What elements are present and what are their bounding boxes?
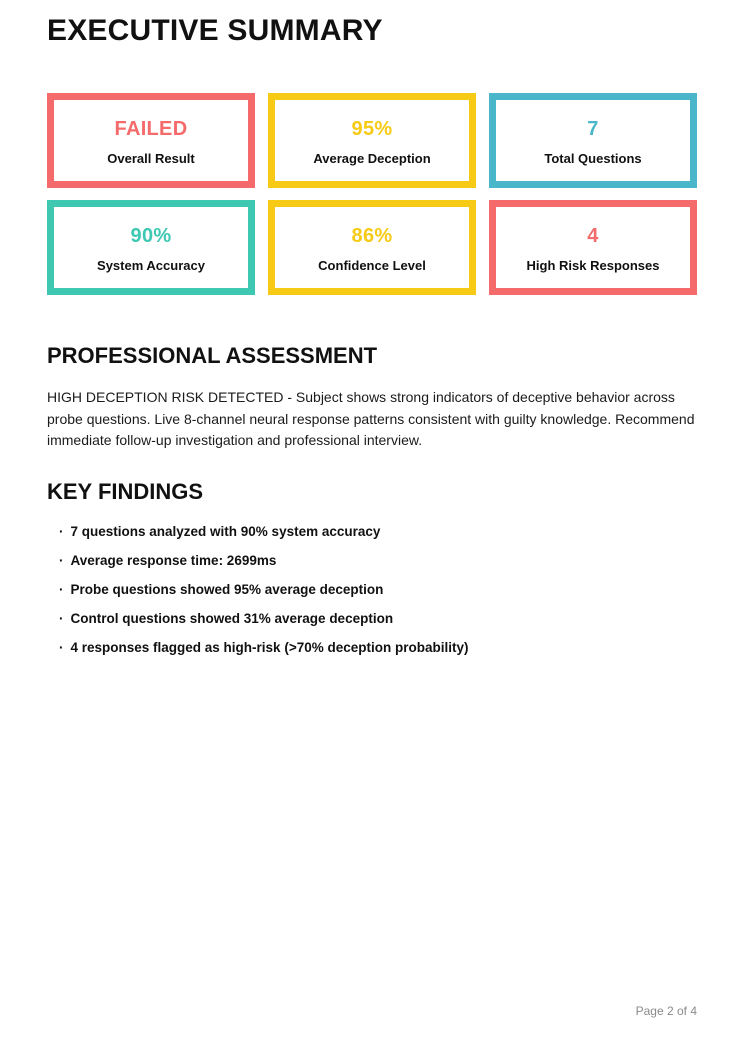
- card-label: System Accuracy: [97, 258, 205, 273]
- card-value: FAILED: [114, 118, 188, 140]
- card-label: Total Questions: [544, 151, 642, 166]
- summary-card: [268, 200, 476, 295]
- card-value: 95%: [351, 118, 393, 140]
- summary-cards: [47, 93, 697, 295]
- card-label: Average Deception: [313, 151, 431, 166]
- assessment-paragraph: HIGH DECEPTION RISK DETECTED - Subject shows strong indicators of deceptive behavior across probe questions. Live 8-channel neural response patterns consistent with guilty knowledge. Recommend immediate follow-up investigation and professional interview.: [47, 389, 695, 448]
- finding-item: · 7 questions analyzed with 90% system accuracy: [59, 525, 697, 539]
- summary-card: [268, 93, 476, 188]
- card-value: 90%: [130, 225, 172, 247]
- page-title: EXECUTIVE SUMMARY: [47, 14, 383, 47]
- finding-item: · 4 responses flagged as high-risk (>70% deception probability): [59, 641, 697, 655]
- card-value: 4: [587, 225, 599, 247]
- page-number: Page 2 of 4: [635, 1004, 697, 1018]
- summary-card: [47, 200, 255, 295]
- summary-card: [489, 200, 697, 295]
- card-value: 7: [587, 118, 599, 140]
- assessment-heading: PROFESSIONAL ASSESSMENT: [47, 343, 378, 368]
- card-label: Confidence Level: [318, 258, 426, 273]
- finding-item: · Probe questions showed 95% average deception: [59, 583, 697, 597]
- finding-item: · Average response time: 2699ms: [59, 554, 697, 568]
- summary-card: [489, 93, 697, 188]
- summary-card: [47, 93, 255, 188]
- card-value: 86%: [351, 225, 393, 247]
- card-label: Overall Result: [107, 151, 195, 166]
- card-label: High Risk Responses: [526, 258, 660, 273]
- findings-list: [47, 525, 697, 655]
- findings-heading: KEY FINDINGS: [47, 478, 204, 504]
- finding-item: · Control questions showed 31% average deception: [59, 612, 697, 626]
